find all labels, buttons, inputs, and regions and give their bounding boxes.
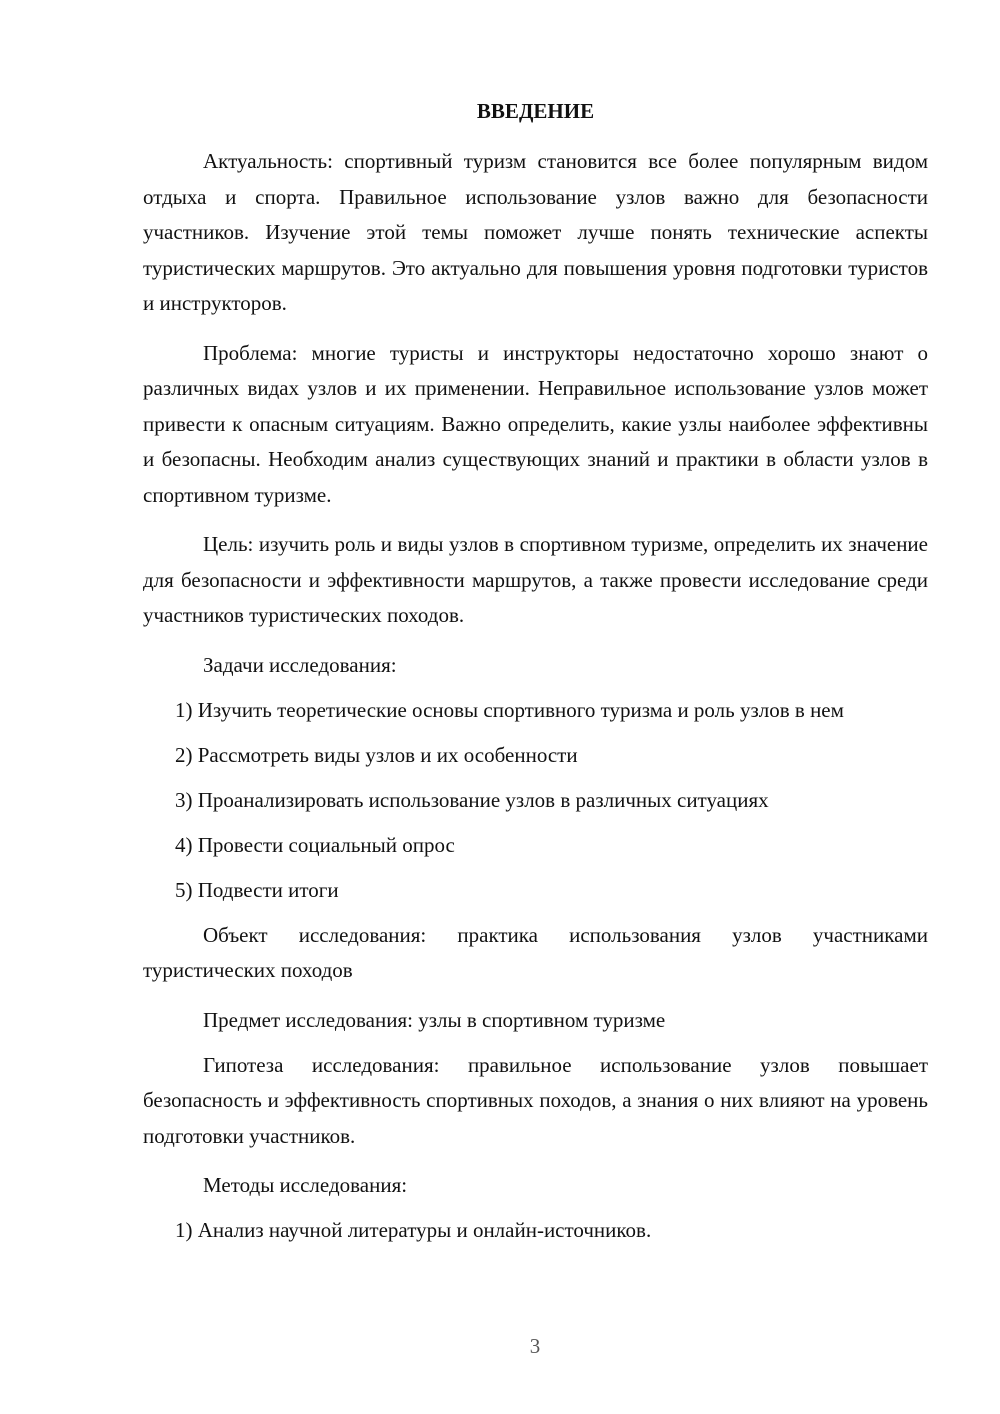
goal-paragraph: Цель: изучить роль и виды узлов в спортивном туризме, определить их значение для безопасности и эффективности маршрутов, а также провести исследование среди участников туристических походов. (143, 532, 928, 627)
page-number: 3 (529, 1334, 541, 1358)
relevance-paragraph: Актуальность: спортивный туризм становится все более популярным видом отдыха и спорта. Правильное использование узлов важно для безопасности участников. Изучение этой темы поможет лучше понять технические аспекты туристических маршрутов. Это актуально для повышения уровня подготовки туристов и инструкторов. (143, 149, 928, 315)
subject-paragraph: Предмет исследования: узлы в спортивном туризме (203, 1007, 666, 1032)
object-paragraph: Объект исследования: практика использования узлов участниками туристических походов (143, 922, 928, 982)
method-item-1: 1) Анализ научной литературы и онлайн-источников. (175, 1218, 652, 1242)
task-item-3: 3) Проанализировать использование узлов в различных ситуациях (175, 787, 769, 812)
problem-paragraph: Проблема: многие туристы и инструкторы недостаточно хорошо знают о различных видах узлов и их применении. Неправильное использование узлов может привести к опасным ситуациям. Важно определить, какие узлы наиболее эффективны и безопасны. Необходим анализ существующих знаний и практики в области узлов в спортивном туризме. (143, 340, 928, 507)
task-item-4: 4) Провести социальный опрос (175, 832, 455, 857)
page-content (143, 96, 928, 1258)
hypothesis-paragraph: Гипотеза исследования: правильное использование узлов повышает безопасность и эффективность спортивных походов, а знания о них влияют на уровень подготовки участников. (143, 1052, 928, 1148)
section-heading: ВВЕДЕНИЕ (476, 99, 595, 123)
methods-title: Методы исследования: (203, 1173, 408, 1197)
tasks-title: Задачи исследования: (203, 652, 397, 677)
task-item-2: 2) Рассмотреть виды узлов и их особенности (175, 742, 578, 767)
task-item-1: 1) Изучить теоретические основы спортивного туризма и роль узлов в нем (175, 697, 844, 722)
task-item-5: 5) Подвести итоги (175, 877, 339, 902)
